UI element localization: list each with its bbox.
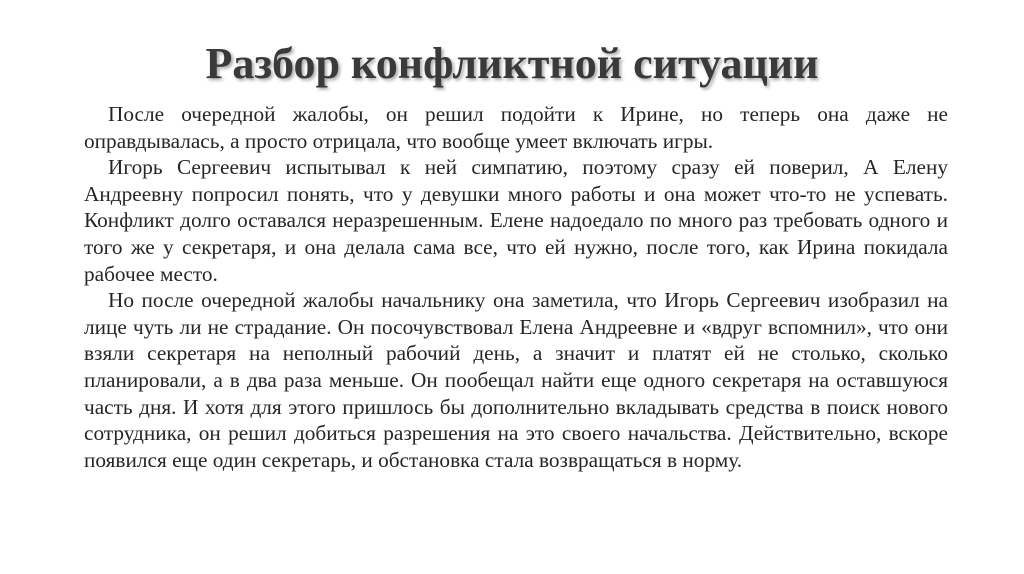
paragraph: Но после очередной жалобы начальнику она заметила, что Игорь Сергеевич изобразил на лице чуть ли не страдание. Он посочувствовал Елена Андреевне и «вдруг вспомнил», что они взяли секретаря на неполный рабочий день, а значит и платят ей не столько, сколько планировали, а в два раза меньше. Он пообещал найти еще одного секретаря на оставшуюся часть дня. И хотя для этого пришлось бы дополнительно вкладывать средства в поиск нового сотрудника, он решил добиться разрешения на это своего начальства. Действительно, вскоре появился еще один секретарь, и обстановка стала возвращаться в норму. [84, 288, 948, 472]
paragraph: Игорь Сергеевич испытывал к ней симпатию, поэтому сразу ей поверил, А Елену Андреевну попросил понять, что у девушки много работы и она может что-то не успевать. Конфликт долго оставался неразрешенным. Елене надоедало по много раз требовать одного и того же у секретаря, и она делала сама все, что ей нужно, после того, как Ирина покидала рабочее место. [84, 155, 948, 286]
slide-body [84, 101, 948, 473]
slide-title: Разбор конфликтной ситуации [205, 39, 819, 88]
paragraph: После очередной жалобы, он решил подойти к Ирине, но теперь она даже не оправдывалась, а просто отрицала, что вообще умеет включать игры. [84, 102, 948, 153]
